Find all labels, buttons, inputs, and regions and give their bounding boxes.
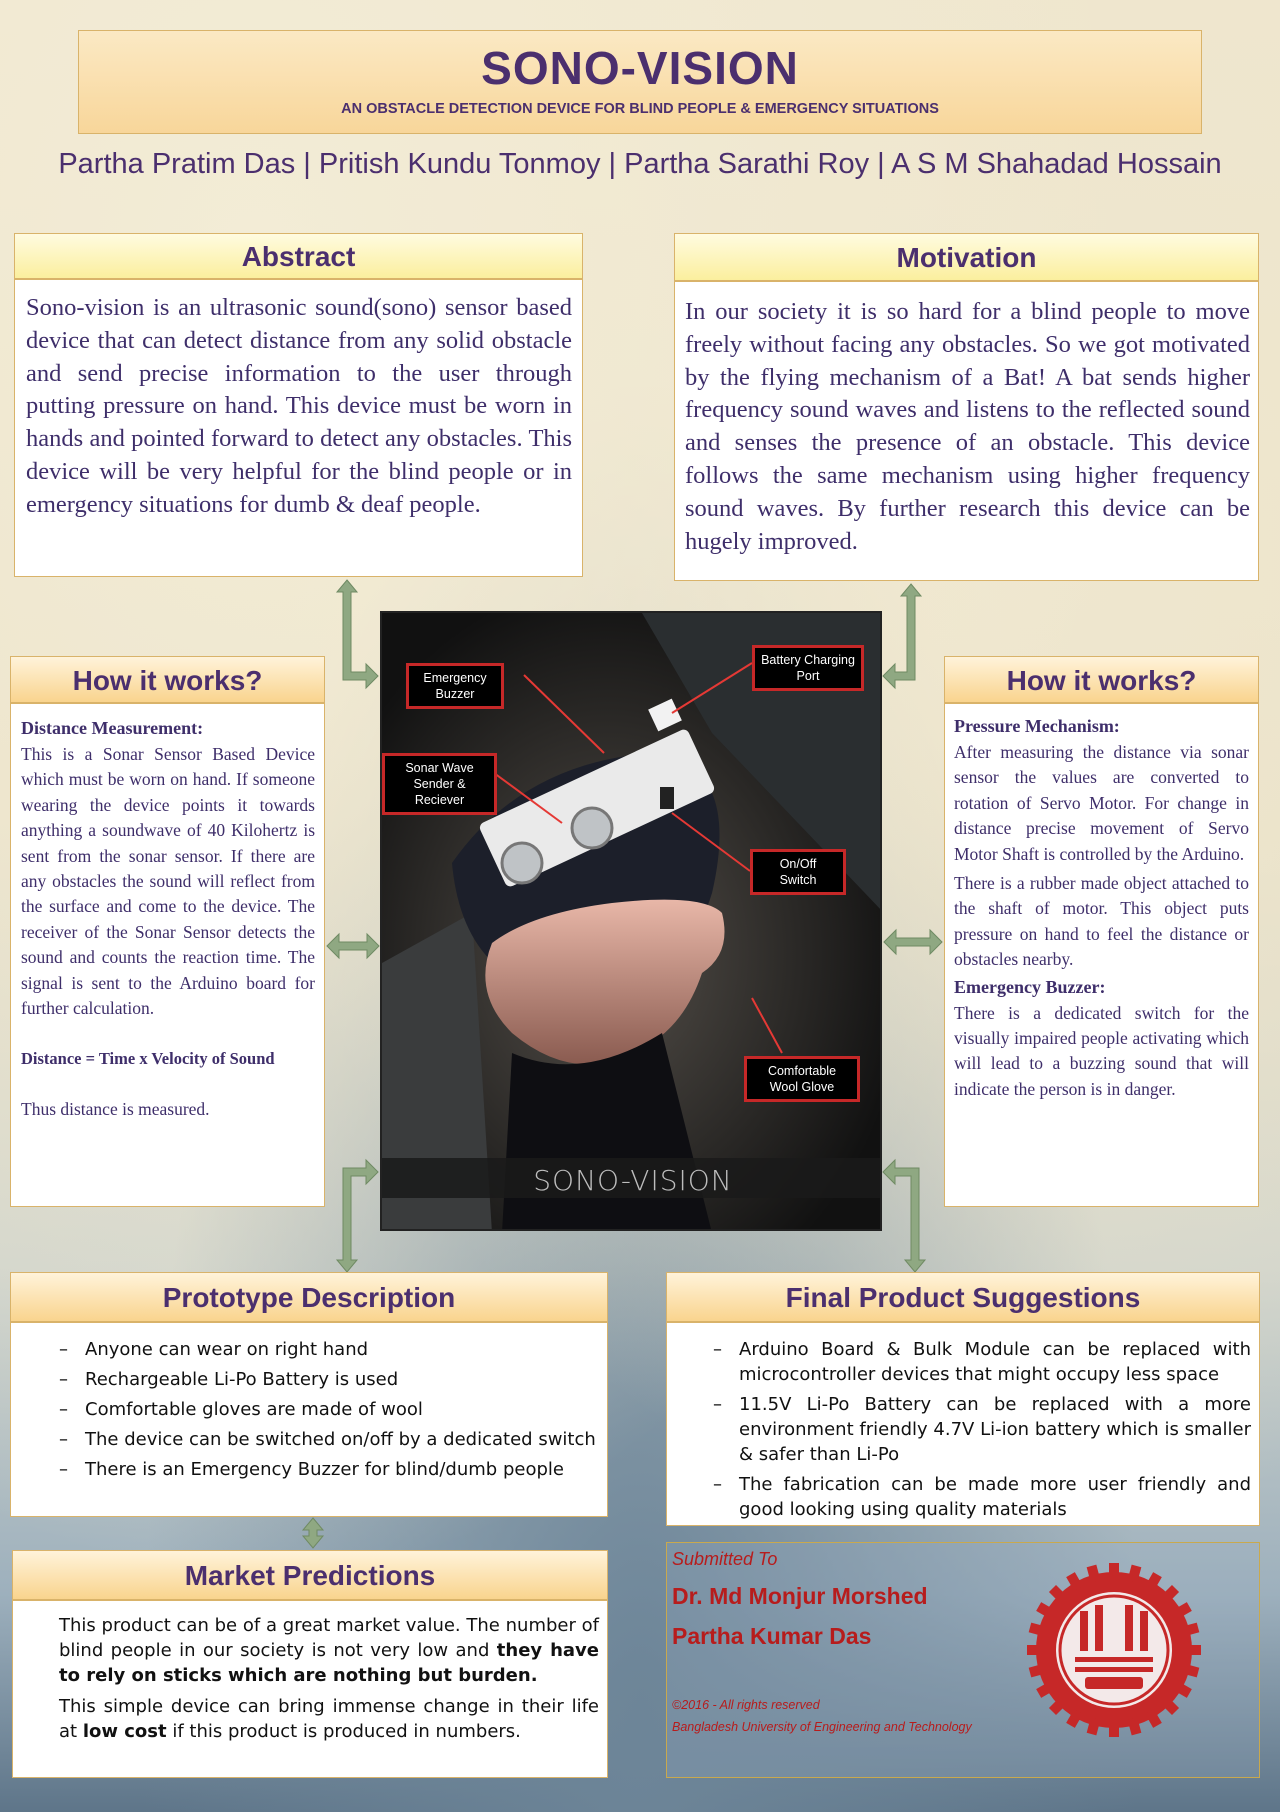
market-p2-tail: if this product is produced in numbers. bbox=[166, 1721, 521, 1742]
label-glove-line1: Comfortable bbox=[767, 1064, 837, 1078]
arrow-abstract-photo bbox=[337, 580, 378, 688]
prototype-heading: Prototype Description bbox=[10, 1272, 608, 1322]
label-charging-line1: Battery Charging bbox=[761, 653, 855, 667]
abstract-text: Sono-vision is an ultrasonic sound(sono) sensor based device that can detect distance from any solid obstacle and send precise information to the user through putting pressure on hand. This device must be worn in hands and pointed forward to detect any obstacles. This device will be very helpful for the blind people or in emergency situations for dumb & deaf people. bbox=[26, 294, 572, 518]
pressure-mechanism-text: After measuring the distance via sonar sensor the values are converted to rotation of Servo Motor. For change in distance precise movement of Servo Motor Shaft is controlled by the Arduino. bbox=[954, 742, 1249, 864]
submitted-label: Submitted To bbox=[672, 1549, 778, 1569]
distance-formula: Distance = Time x Velocity of Sound bbox=[21, 1049, 275, 1069]
arrow-motivation-photo bbox=[883, 584, 921, 688]
list-item: – The device can be switched on/off by a dedicated switch bbox=[59, 1427, 599, 1452]
final-product-heading: Final Product Suggestions bbox=[666, 1272, 1260, 1322]
list-item: – Rechargeable Li-Po Battery is used bbox=[59, 1367, 599, 1392]
submitted-panel bbox=[666, 1542, 1260, 1778]
supervisor-name-1: Dr. Md Monjur Morshed bbox=[672, 1583, 928, 1609]
label-charging-line2: Port bbox=[796, 669, 820, 683]
copyright-text: ©2016 - All rights reserved bbox=[672, 1698, 820, 1712]
market-p1-text: This product can be of a great market value. The number of blind people in our society is not very low and bbox=[59, 1615, 599, 1661]
distance-measurement-text: This is a Sonar Sensor Based Device which must be worn on hand. If someone wearing the device points it towards anything a soundwave of 40 Kilohertz is sent from the sonar sensor. If there are any obstacles the sound will reflect from the surface and come to the device. The receiver of the Sonar Sensor detects the sound and counts the reaction time. The signal is sent to the Arduino board for further calculation. bbox=[21, 744, 315, 1019]
label-glove-line2: Wool Glove bbox=[769, 1080, 835, 1094]
market-heading: Market Predictions bbox=[12, 1550, 608, 1600]
label-emergency-buzzer-line2: Buzzer bbox=[435, 687, 475, 701]
list-item: – Comfortable gloves are made of wool bbox=[59, 1397, 599, 1422]
motivation-heading: Motivation bbox=[674, 233, 1259, 281]
label-emergency-buzzer-line1: Emergency bbox=[423, 671, 487, 685]
university-name: Bangladesh University of Engineering and Technology bbox=[672, 1720, 972, 1734]
label-sonar-line1: Sonar Wave bbox=[405, 761, 474, 775]
prototype-panel bbox=[10, 1322, 608, 1517]
poster-subtitle: AN OBSTACLE DETECTION DEVICE FOR BLIND PEOPLE & EMERGENCY SITUATIONS bbox=[341, 101, 939, 117]
how-it-works-right-heading: How it works? bbox=[944, 656, 1259, 703]
distance-conclusion: Thus distance is measured. bbox=[21, 1099, 210, 1120]
poster-title: SONO-VISION bbox=[481, 42, 799, 94]
final-product-list bbox=[713, 1337, 1251, 1522]
rubber-object-text: There is a rubber made object attached to the shaft of motor. This object puts pressure on hand to feel the distance or obstacles nearby. bbox=[954, 873, 1249, 970]
arrow-photo-prototype bbox=[337, 1160, 378, 1272]
emergency-buzzer-heading: Emergency Buzzer: bbox=[954, 976, 1106, 997]
arrow-photo-final bbox=[883, 1160, 925, 1272]
label-sonar-line2: Sender & Reciever bbox=[413, 777, 466, 807]
market-panel bbox=[12, 1600, 608, 1778]
motivation-text: In our society it is so hard for a blind people to move freely without facing any obstacles. So we got motivated by the flying mechanism of a Bat! A bat sends higher frequency sound waves and listens to the reflected sound and senses the presence of an obstacle. This device follows the same mechanism using higher frequency sound waves. By further research this device can be hugely improved. bbox=[685, 298, 1250, 555]
list-item: – There is an Emergency Buzzer for blind/dumb people bbox=[59, 1457, 599, 1482]
market-paragraph-1 bbox=[59, 1613, 599, 1688]
photo-watermark: SONO-VISION bbox=[533, 1164, 733, 1197]
label-switch-line2: Switch bbox=[779, 873, 817, 887]
market-p2-emphasis: low cost bbox=[82, 1721, 167, 1742]
market-paragraph-2 bbox=[59, 1694, 599, 1744]
distance-measurement-heading: Distance Measurement: bbox=[21, 718, 204, 738]
how-it-works-left-heading: How it works? bbox=[10, 656, 325, 703]
market-p2-text: This simple device can bring immense change in their life at bbox=[59, 1696, 599, 1742]
arrow-prototype-market bbox=[303, 1518, 323, 1548]
emergency-buzzer-text: There is a dedicated switch for the visually impaired people activating which will lead to a buzzing sound that will indicate the person is in danger. bbox=[954, 1002, 1249, 1099]
pressure-mechanism-heading: Pressure Mechanism: bbox=[954, 716, 1120, 736]
arrow-right-middle bbox=[884, 930, 942, 954]
list-item: – Arduino Board & Bulk Module can be replaced with microcontroller devices that might occupy less space bbox=[713, 1337, 1251, 1387]
supervisor-name-2: Partha Kumar Das bbox=[672, 1623, 872, 1649]
list-item: – The fabrication can be made more user friendly and good looking using quality materials bbox=[713, 1472, 1251, 1522]
list-item: – 11.5V Li-Po Battery can be replaced with a more environment friendly 4.7V Li-ion battery which is smaller & safer than Li-Po bbox=[713, 1392, 1251, 1467]
abstract-heading: Abstract bbox=[14, 233, 583, 279]
prototype-list bbox=[59, 1337, 599, 1482]
arrow-left-middle bbox=[327, 934, 379, 958]
university-seal bbox=[1025, 1561, 1203, 1739]
list-item: – Anyone can wear on right hand bbox=[59, 1337, 599, 1362]
final-product-panel bbox=[666, 1322, 1260, 1526]
market-p1-emphasis: they have to rely on sticks which are nothing but burden. bbox=[59, 1640, 600, 1686]
authors-line: Partha Pratim Das | Pritish Kundu Tonmoy | Partha Sarathi Roy | A S M Shahadad Hossain bbox=[58, 148, 1222, 180]
label-switch-line1: On/Off bbox=[779, 857, 817, 871]
